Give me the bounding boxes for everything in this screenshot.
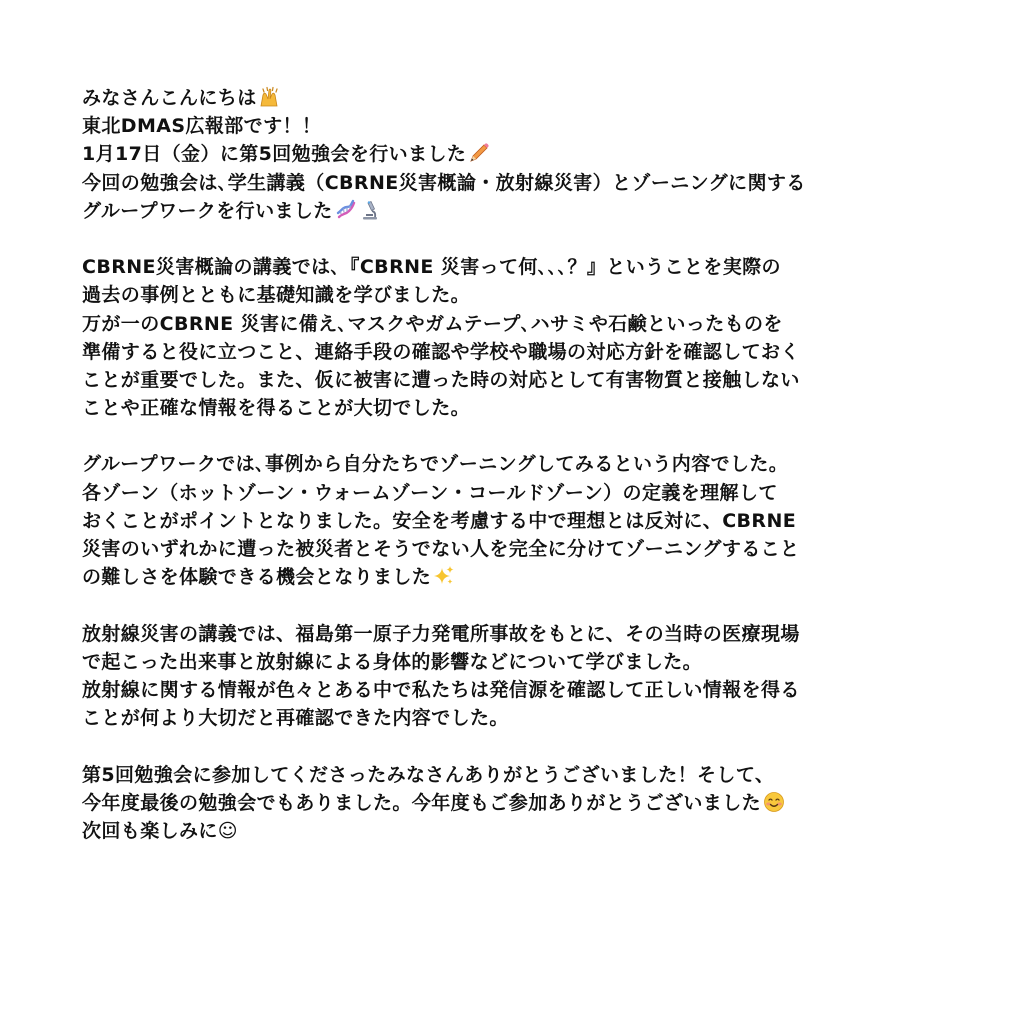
closing-line: 第5回勉強会に参加してくださったみなさんありがとうございました！そして、 <box>82 763 775 786</box>
cbrne-lecture-line: CBRNE災害概論の講義では､『CBRNE 災害って何､､､？』ということを実際の <box>82 256 781 279</box>
closing-line: 次回も楽しみに☺ <box>82 819 239 842</box>
radiation-lecture-line: ことが何より大切だと再確認できた内容でした。 <box>82 707 509 730</box>
cbrne-lecture-line: ことや正確な情報を得ることが大切でした。 <box>82 397 471 420</box>
pencil-icon <box>468 142 490 164</box>
cbrne-lecture-line: 準備すると役に立つこと、連絡手段の確認や学校や職場の対応方針を確認しておく <box>82 340 800 363</box>
radiation-lecture-line: 放射線災害の講義では、福島第一原子力発電所事故をもとに、その当時の医療現場 <box>82 622 800 645</box>
dna-icon <box>335 199 357 221</box>
greeting-line: 今回の勉強会は､学生講義（CBRNE災害概論・放射線災害）とゾーニングに関する <box>82 171 806 194</box>
group-work-line: グループワークでは､事例から自分たちでゾーニングしてみるという内容でした。 <box>82 453 789 476</box>
group-work-line: の難しさを体験できる機会となりました <box>82 563 962 591</box>
radiation-lecture-line: で起こった出来事と放射線による身体的影響などについて学びました。 <box>82 650 703 673</box>
microscope-icon <box>359 199 381 221</box>
sparkles-icon <box>433 565 455 587</box>
group-work-line: おくことがポイントとなりました。安全を考慮する中で理想とは反対に、CBRNE <box>82 509 797 532</box>
group-work-line: 各ゾーン（ホットゾーン・ウォームゾーン・コールドゾーン）の定義を理解して <box>82 481 778 504</box>
closing-line: 今年度最後の勉強会でもありました。今年度もご参加ありがとうございました <box>82 789 962 817</box>
cbrne-lecture-line: 万が一のCBRNE 災害に備え､マスクやガムテープ､ハサミや石鹸といったものを <box>82 312 783 335</box>
radiation-lecture-line: 放射線に関する情報が色々とある中で私たちは発信源を確認して正しい情報を得る <box>82 678 800 701</box>
raised-hands-icon <box>259 86 281 108</box>
group-work-line: 災害のいずれかに遭った被災者とそうでない人を完全に分けてゾーニングすること <box>82 538 800 560</box>
smiling-face-icon <box>763 791 785 813</box>
greeting-line: みなさんこんにちは <box>82 84 962 112</box>
greeting-line: グループワークを行いました <box>82 197 962 225</box>
post-body <box>82 84 962 845</box>
cbrne-lecture-line: ことが重要でした。また、仮に被害に遭った時の対応として有害物質と接触しない <box>82 368 800 391</box>
cbrne-lecture-line: 過去の事例とともに基礎知識を学びました。 <box>82 284 471 307</box>
greeting-line: 1月17日（金）に第5回勉強会を行いました <box>82 140 962 168</box>
greeting-line: 東北DMAS広報部です！！ <box>82 115 322 138</box>
